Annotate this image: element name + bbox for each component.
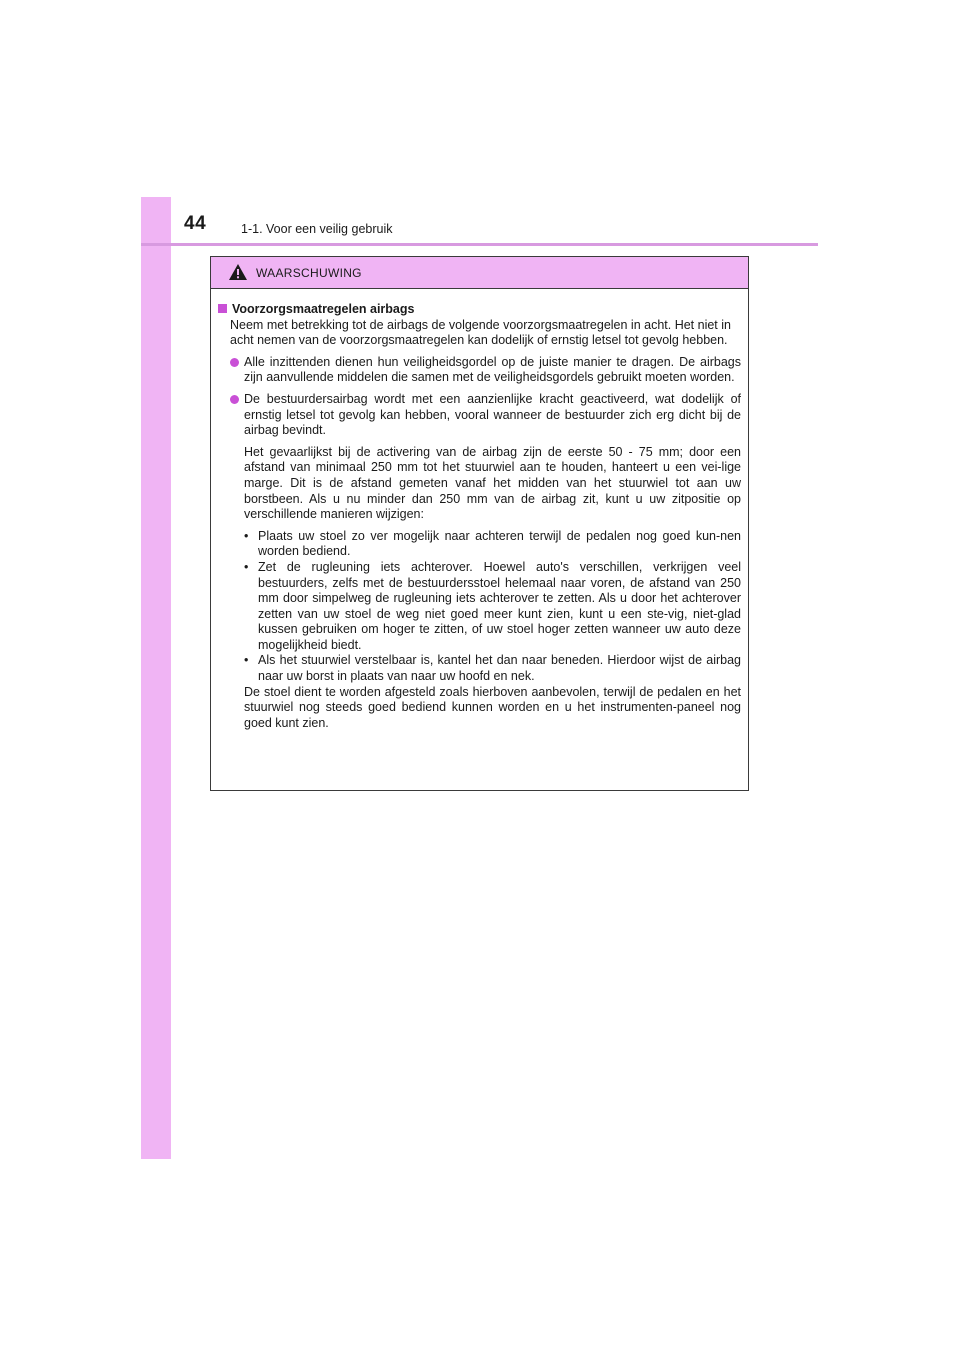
- bullet-item: [230, 355, 741, 386]
- list-item: [244, 529, 741, 560]
- list-item-text: Als het stuurwiel verstelbaar is, kantel het dan naar beneden. Hierdoor wijst de airbag naar uw borst in plaats van naar uw hoofd en nek.: [258, 653, 741, 684]
- list-item-text: Plaats uw stoel zo ver mogelijk naar achteren terwijl de pedalen nog goed kun-nen worden bediend.: [258, 528, 741, 559]
- warning-intro: Neem met betrekking tot de airbags de volgende voorzorgsmaatregelen in acht. Het niet in acht nemen van de voorzorgsmaatregelen kan dodelijk of ernstig letsel tot gevolg hebben.: [230, 317, 731, 348]
- danger-paragraph: Het gevaarlijkst bij de activering van de airbag zijn de eerste 50 - 75 mm; door een afstand van minimaal 250 mm tot het stuurwiel aan te houden, hanteert u een vei-lige marge. Dit is de afstand gemeten vanaf het midden van het stuurwiel tot aan uw borstbeen. Als u nu minder dan 250 mm van de airbag zit, kunt u uw zitpositie op verschillende manieren wijzigen:: [244, 444, 741, 522]
- warning-label: WAARSCHUWING: [256, 266, 362, 280]
- circle-bullet-icon: [230, 395, 239, 404]
- seat-adjustment-list: [244, 529, 741, 685]
- warning-heading: [218, 302, 741, 318]
- bullet-text: De bestuurdersairbag wordt met een aanzienlijke kracht geactiveerd, wat dodelijk of ernstig letsel tot gevolg kan hebben, vooral wanneer de bestuurder zich erg dicht bij de airbag bevindt.: [244, 391, 741, 438]
- square-bullet-icon: [218, 304, 227, 313]
- warning-triangle-icon: [228, 263, 248, 281]
- header-divider: [141, 243, 818, 246]
- dot-bullet-icon: •: [244, 528, 249, 543]
- page-number: 44: [184, 213, 207, 234]
- warning-box: [210, 256, 749, 791]
- list-item-text: Zet de rugleuning iets achterover. Hoewel auto's verschillen, verkrijgen veel bestuurders, zelfs met de bestuurdersstoel helemaal naar voren, de afstand van 250 mm door simpelweg de rugleuning iets achterover te zetten. Als u door het achterover zetten van uw stoel de weg niet goed meer kunt zien, kunt u een ste-vig, niet-glad kussen gebruiken om hoger te zitten, of uw stoel hoger zetten wanneer uw auto deze mogelijkheid biedt.: [258, 559, 741, 652]
- section-title: 1-1. Voor een veilig gebruik: [241, 222, 393, 236]
- list-item: [244, 560, 741, 654]
- dot-bullet-icon: •: [244, 559, 249, 574]
- closing-paragraph: De stoel dient te worden afgesteld zoals hierboven aanbevolen, terwijl de pedalen en het stuurwiel nog steeds goed bediend kunnen worden en u het instrumenten-paneel nog goed kunt zien.: [244, 684, 741, 730]
- chapter-side-tab: [141, 197, 171, 1159]
- warning-header: [211, 257, 748, 289]
- dot-bullet-icon: •: [244, 653, 249, 668]
- warning-body: [211, 289, 748, 731]
- warning-heading-text: Voorzorgsmaatregelen airbags: [232, 302, 415, 316]
- bullet-item: [230, 392, 741, 439]
- list-item: [244, 653, 741, 684]
- circle-bullet-icon: [230, 358, 239, 367]
- bullet-text: Alle inzittenden dienen hun veiligheidsgordel op de juiste manier te dragen. De airbags zijn aanvullende middelen die samen met de veiligheidsgordels gebruikt moeten worden.: [244, 354, 741, 385]
